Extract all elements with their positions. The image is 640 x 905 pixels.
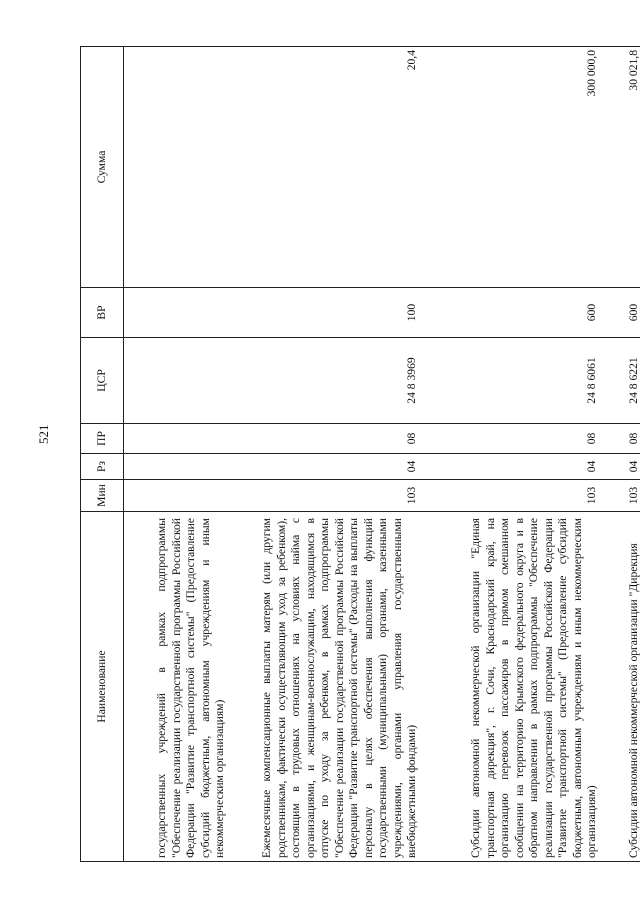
budget-table: [80, 46, 640, 862]
header-csr: ЦСР: [81, 338, 124, 424]
table-row: [229, 47, 421, 862]
row-pr: 08: [421, 424, 601, 454]
row-csr: 24 8 6061: [421, 338, 601, 424]
row-rz: 04: [601, 454, 640, 480]
row-csr: 24 8 6221: [601, 338, 640, 424]
header-vr: ВР: [81, 288, 124, 338]
row-sum: 30 021,8: [601, 47, 640, 288]
row-pr: [124, 424, 229, 454]
header-sum: Сумма: [81, 47, 124, 288]
header-name: Наименование: [81, 512, 124, 862]
row-name: Субсидии автономной некоммерческой организации "Дирекция: [601, 512, 640, 862]
header-pr: ПР: [81, 424, 124, 454]
row-sum: 20,4: [229, 47, 421, 288]
table-row: [124, 47, 229, 862]
row-pr: 08: [601, 424, 640, 454]
rotated-page-content: [80, 47, 640, 862]
row-vr: 600: [421, 288, 601, 338]
row-pr: 08: [229, 424, 421, 454]
header-row: [81, 47, 124, 862]
row-min: 103: [601, 480, 640, 512]
row-rz: 04: [229, 454, 421, 480]
row-sum: 300 000,0: [421, 47, 601, 288]
row-vr: 100: [229, 288, 421, 338]
row-csr: 24 8 3969: [229, 338, 421, 424]
row-name: Ежемесячные компенсационные выплаты матерям (или другим родственникам, фактически осуществляющим уход за ребенком), состоящим в трудовых отношениях на условиях найма с организациями, и женщинам-военнослужащим, находящимся в отпуске по уходу за ребенком, в рамках подпрограммы "Обеспечение реализации государственной программы Российской Федерации "Развитие транспортной системы" (Расходы на выплаты персоналу в целях обеспечения выполнения функций государственными (муниципальными) органами, казенными учреждениями, органами управления государственными внебюджетными фондами): [229, 512, 421, 862]
page-number: 521: [36, 424, 51, 444]
row-min: 103: [229, 480, 421, 512]
row-vr: [124, 288, 229, 338]
row-min: [124, 480, 229, 512]
row-csr: [124, 338, 229, 424]
row-rz: [124, 454, 229, 480]
header-min: Мин: [81, 480, 124, 512]
table-row: [601, 47, 640, 862]
row-name: государственных учреждений в рамках подпрограммы "Обеспечение реализации государственной программы Российской Федерации "Развитие транспортной системы" (Предоставление субсидий бюджетным, автономным учреждениям и иным некоммерческим организациям): [124, 512, 229, 862]
row-rz: 04: [421, 454, 601, 480]
table-row: [421, 47, 601, 862]
row-name: Субсидии автономной некоммерческой организации "Единая транспортная дирекция", г. Сочи, Краснодарский край, на организацию перевозок пассажиров в прямом смешанном сообщении на территорию Крымского федерального округа и в обратном направлении в рамках подпрограммы "Обеспечение реализации государственной программы Российской Федерации "Развитие транспортной системы" (Предоставление субсидий бюджетным, автономным учреждениям и иным некоммерческим организациям): [421, 512, 601, 862]
row-min: 103: [421, 480, 601, 512]
row-sum: [124, 47, 229, 288]
row-vr: 600: [601, 288, 640, 338]
header-rz: Рз: [81, 454, 124, 480]
